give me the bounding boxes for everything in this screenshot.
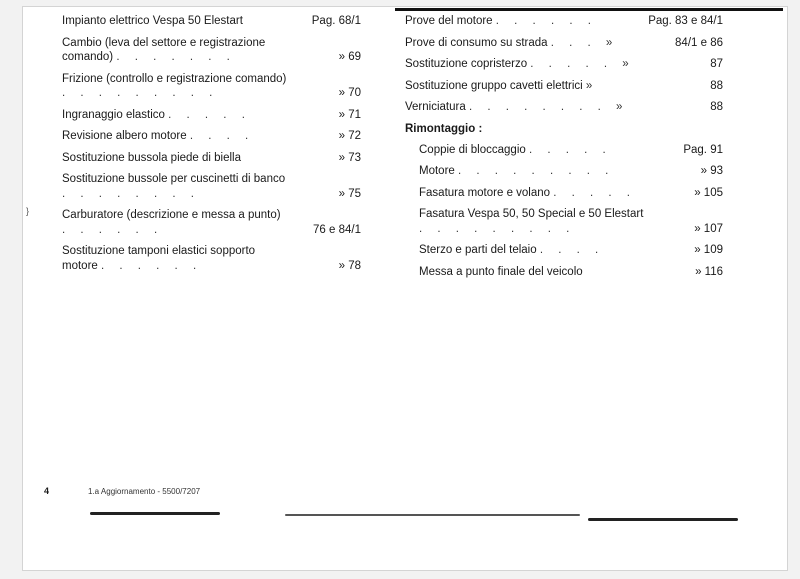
- toc-entry-title: Impianto elettrico Vespa 50 Elestart: [62, 15, 243, 27]
- toc-entry-page: » 71: [338, 108, 361, 121]
- toc-right-column: [405, 14, 723, 286]
- toc-entry-title: Prove del motore . . . . . .: [405, 15, 597, 27]
- toc-entry-title: Frizione (controllo e registrazione comando) . . . . . . . . .: [62, 72, 287, 99]
- toc-entry-page: » 93: [700, 165, 723, 177]
- toc-entry-page: » 75: [338, 187, 361, 200]
- toc-entry-page: 88: [710, 79, 723, 92]
- toc-entry-title: Verniciatura . . . . . . . . »: [405, 101, 629, 113]
- toc-entry-title: Prove di consumo su strada . . . »: [405, 36, 619, 49]
- toc-entry: [62, 108, 367, 123]
- toc-entry-title: Sostituzione tamponi elastici sopporto motore . . . . . .: [62, 245, 256, 272]
- toc-entry-page: » 78: [338, 259, 361, 272]
- toc-entry-page: » 105: [694, 186, 723, 199]
- toc-entry: [419, 243, 723, 258]
- toc-entry-page: Pag. 68/1: [311, 15, 361, 27]
- toc-entry-page: » 73: [338, 151, 361, 164]
- toc-entry: [62, 172, 367, 201]
- toc-entry-title: Fasatura Vespa 50, 50 Special e 50 Elestart . . . . . . . . .: [419, 208, 644, 235]
- footer-rule: [285, 514, 580, 516]
- toc-entry-title: Sostituzione bussole per cuscinetti di banco . . . . . . . .: [62, 173, 286, 200]
- toc-entry-page: Pag. 91: [683, 143, 723, 156]
- toc-entry: [419, 207, 723, 236]
- toc-entry: [405, 57, 723, 72]
- toc-entry-page: 84/1 e 86: [675, 36, 723, 49]
- toc-entry: [62, 244, 367, 273]
- toc-entry-title: Sostituzione gruppo cavetti elettrici »: [405, 79, 599, 92]
- footnote: 1.a Aggiornamento - 5500/7207: [88, 487, 201, 496]
- toc-entry: [419, 265, 723, 280]
- toc-left-column: [62, 14, 367, 280]
- toc-entry: [419, 164, 723, 179]
- toc-entry: [62, 36, 367, 65]
- toc-entry-title: Sterzo e parti del telaio . . . .: [419, 244, 605, 256]
- top-rule: [395, 8, 783, 11]
- margin-mark: }: [26, 206, 30, 216]
- toc-entry-title: Ingranaggio elastico . . . . .: [62, 108, 251, 121]
- toc-entry-title: Carburatore (descrizione e messa a punto) . . . . . .: [62, 209, 281, 236]
- toc-entry-title: Messa a punto finale del veicolo: [419, 265, 583, 278]
- toc-entry-page: » 72: [338, 130, 361, 142]
- toc-entry: [405, 14, 723, 29]
- toc-entry: [405, 36, 723, 51]
- toc-entry-page: 88: [710, 101, 723, 113]
- footer-rule: [588, 518, 738, 521]
- toc-entry: [405, 79, 723, 94]
- toc-entry-page: Pag. 83 e 84/1: [648, 15, 723, 27]
- toc-entry-title: Revisione albero motore . . . .: [62, 130, 255, 142]
- toc-entry-title: Coppie di bloccaggio . . . . .: [419, 143, 612, 156]
- toc-entry: [419, 143, 723, 158]
- toc-entry: [62, 151, 367, 166]
- toc-entry-page: » 107: [694, 222, 723, 235]
- toc-entry-title: Motore . . . . . . . . .: [419, 165, 615, 177]
- toc-entry-page: » 109: [694, 244, 723, 256]
- toc-entry-title: Sostituzione copristerzo . . . . . »: [405, 58, 635, 70]
- section-heading: Rimontaggio :: [405, 122, 483, 135]
- toc-entry-page: » 69: [338, 51, 361, 63]
- toc-entry: [62, 129, 367, 144]
- toc-entry: [419, 186, 723, 201]
- toc-entry-title: Cambio (leva del settore e registrazione comando) . . . . . . .: [62, 36, 266, 63]
- toc-entry-page: » 70: [338, 87, 361, 99]
- page-number: 4: [44, 486, 50, 496]
- toc-entry: [62, 208, 367, 237]
- toc-entry-page: 76 e 84/1: [313, 223, 361, 236]
- toc-entry: [62, 72, 367, 101]
- toc-entry: [405, 100, 723, 115]
- toc-entry-title: Sostituzione bussola piede di biella: [62, 151, 242, 164]
- footer-rule: [90, 512, 220, 515]
- toc-entry-page: 87: [710, 58, 723, 70]
- toc-entry-title: Fasatura motore e volano . . . . .: [419, 186, 637, 199]
- toc-entry-page: » 116: [695, 265, 723, 278]
- toc-entry: [62, 14, 367, 29]
